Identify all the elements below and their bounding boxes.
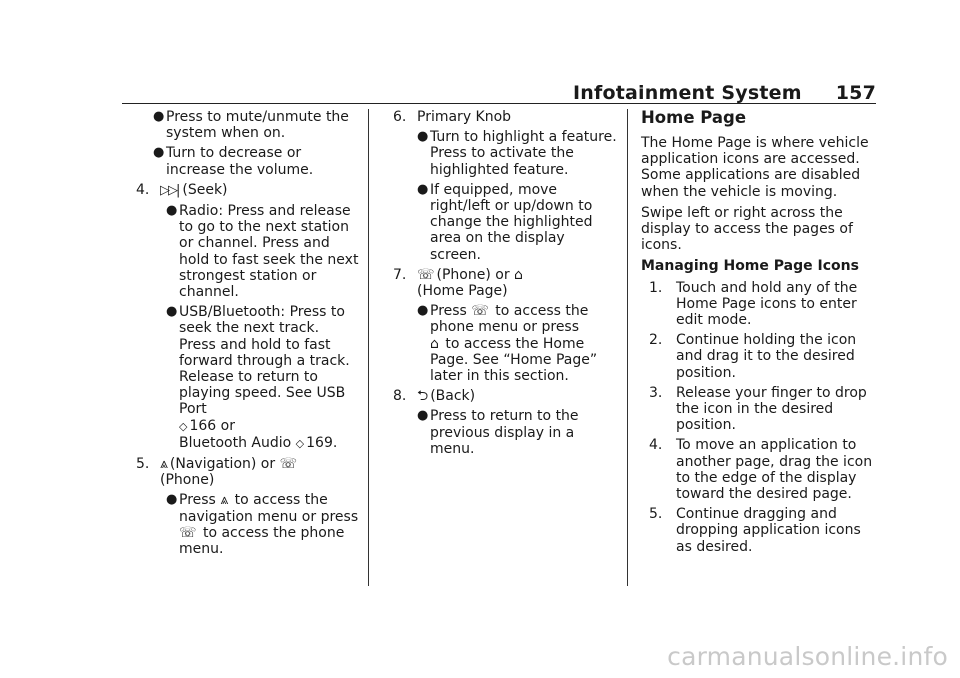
- page-reference-icon: ◇: [179, 419, 188, 433]
- list-item: ● Press ⩓ to access the navigation menu or press ☏ to access the phone menu.: [166, 492, 359, 558]
- paragraph: The Home Page is where vehicle application icons are accessed. Some applications are disabled when the vehicle is moving.: [641, 135, 869, 200]
- phone-icon: ☏: [279, 456, 298, 473]
- list-item: 1. Touch and hold any of the Home Page icons to enter edit mode.: [649, 279, 858, 329]
- bullet-icon: ●: [417, 303, 429, 319]
- bullet-icon: ●: [166, 492, 178, 508]
- bullet-icon: ●: [417, 129, 429, 145]
- column-divider: [627, 109, 628, 586]
- list-item: ● Press to mute/unmute the system when on.: [153, 109, 349, 142]
- page-header: [122, 82, 876, 104]
- column-2: [393, 109, 619, 461]
- list-item: 5. Continue dragging and dropping application icons as desired.: [649, 506, 861, 555]
- item-4: 4. ▷▷| (Seek): [136, 181, 228, 198]
- list-item: ● Radio: Press and release to go to the next station or channel. Press and hold to fast seek the next strongest station or channel.: [166, 203, 359, 301]
- list-item: ● Turn to decrease or increase the volume.: [153, 145, 314, 178]
- bullet-icon: ●: [153, 109, 165, 124]
- section-title: Infotainment System: [573, 82, 802, 104]
- back-arrow-icon: ⮌: [417, 388, 429, 405]
- list-item: 3. Release your finger to drop the icon in the desired position.: [649, 384, 867, 434]
- column-3: [641, 109, 873, 559]
- item-6: 6. Primary Knob: [393, 109, 512, 125]
- home-icon: ⌂: [430, 335, 439, 352]
- list-item: 2. Continue holding the icon and drag it to the desired position.: [649, 332, 857, 381]
- list-item: ● Press to return to the previous display in a menu.: [417, 408, 579, 457]
- paragraph: Swipe left or right across the display to access the pages of icons.: [641, 204, 853, 254]
- list-item: ● Press ☏ to access the phone menu or press ⌂ to access the Home Page. See “Home Page” later in this section.: [417, 303, 598, 385]
- seek-forward-icon: ▷▷|: [160, 182, 179, 198]
- item-5: 5. ⩓ (Navigation) or ☏ (Phone): [136, 456, 298, 489]
- page-number: 157: [835, 82, 876, 104]
- bullet-icon: ●: [153, 145, 165, 161]
- list-item: ● USB/Bluetooth: Press to seek the next track. Press and hold to fast forward through a track. Release to return to playing speed. See USB Port ◇ 166 or Bluetooth Audio ◇ 169.: [166, 304, 350, 451]
- page-reference-icon: ◇: [295, 436, 305, 450]
- phone-icon: ☏: [417, 266, 435, 283]
- column-1: [136, 109, 360, 561]
- list-item: 4. To move an application to another page, drag the icon to the edge of the display toward the desired page.: [649, 437, 873, 503]
- column-divider: [368, 109, 369, 586]
- watermark: carmanualsonline.info: [667, 642, 948, 671]
- phone-icon: ☏: [471, 303, 489, 320]
- phone-icon: ☏: [179, 524, 197, 541]
- home-icon: ⌂: [514, 266, 523, 283]
- header-rule: [122, 103, 876, 104]
- list-item: ● If equipped, move right/left or up/down to change the highlighted area on the display screen.: [417, 181, 593, 263]
- steps-list: [641, 280, 873, 555]
- subheading: Managing Home Page Icons: [641, 258, 859, 275]
- section-heading: Home Page: [641, 108, 747, 127]
- navigation-icon: ⩓: [220, 492, 229, 509]
- list-item: ● Turn to highlight a feature. Press to activate the highlighted feature.: [417, 129, 617, 178]
- bullet-icon: ●: [417, 181, 429, 197]
- bullet-icon: ●: [166, 203, 178, 219]
- navigation-icon: ⩓: [160, 456, 168, 473]
- item-7: 7. ☏ (Phone) or ⌂ (Home Page): [393, 266, 523, 300]
- item-8: 8. ⮌ (Back): [393, 388, 476, 405]
- bullet-icon: ●: [417, 408, 429, 424]
- bullet-icon: ●: [166, 304, 178, 320]
